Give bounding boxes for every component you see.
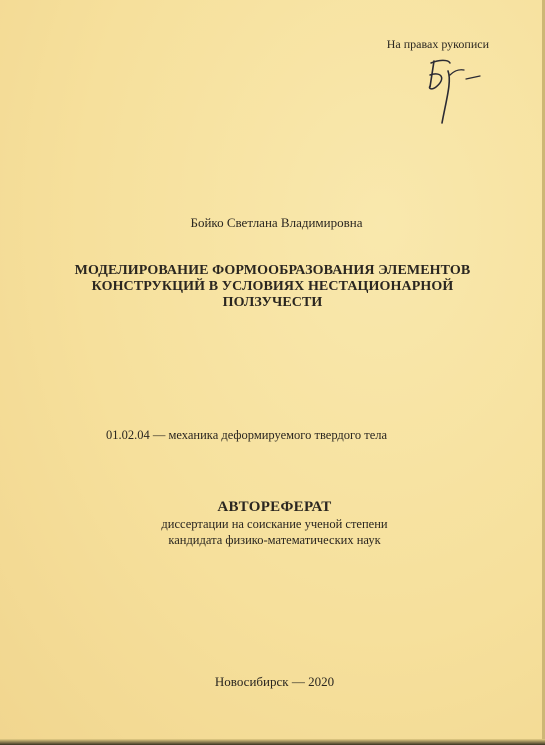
title-line: КОНСТРУКЦИЙ В УСЛОВИЯХ НЕСТАЦИОНАРНОЙ — [91, 279, 454, 294]
title-line: ПОЛЗУЧЕСТИ — [222, 295, 323, 310]
specialty-code: 01.02.04 — механика деформируемого твердого тела — [106, 428, 388, 442]
page-bottom-edge — [0, 739, 545, 745]
city-year: Новосибирск — 2020 — [214, 674, 335, 689]
title-line: МОДЕЛИРОВАНИЕ ФОРМООБРАЗОВАНИЯ ЭЛЕМЕНТОВ — [74, 263, 471, 278]
author-name: Бойко Светлана Владимировна — [190, 215, 363, 230]
abstract-degree-line: кандидата физико-математических наук — [168, 533, 381, 547]
abstract-heading: АВТОРЕФЕРАТ — [217, 499, 332, 515]
dissertation-title — [0, 263, 545, 311]
rights-note: На правах рукописи — [386, 37, 489, 51]
abstract-subtitle-line: диссертации на соискание ученой степени — [161, 517, 388, 531]
handwritten-signature — [420, 57, 490, 129]
